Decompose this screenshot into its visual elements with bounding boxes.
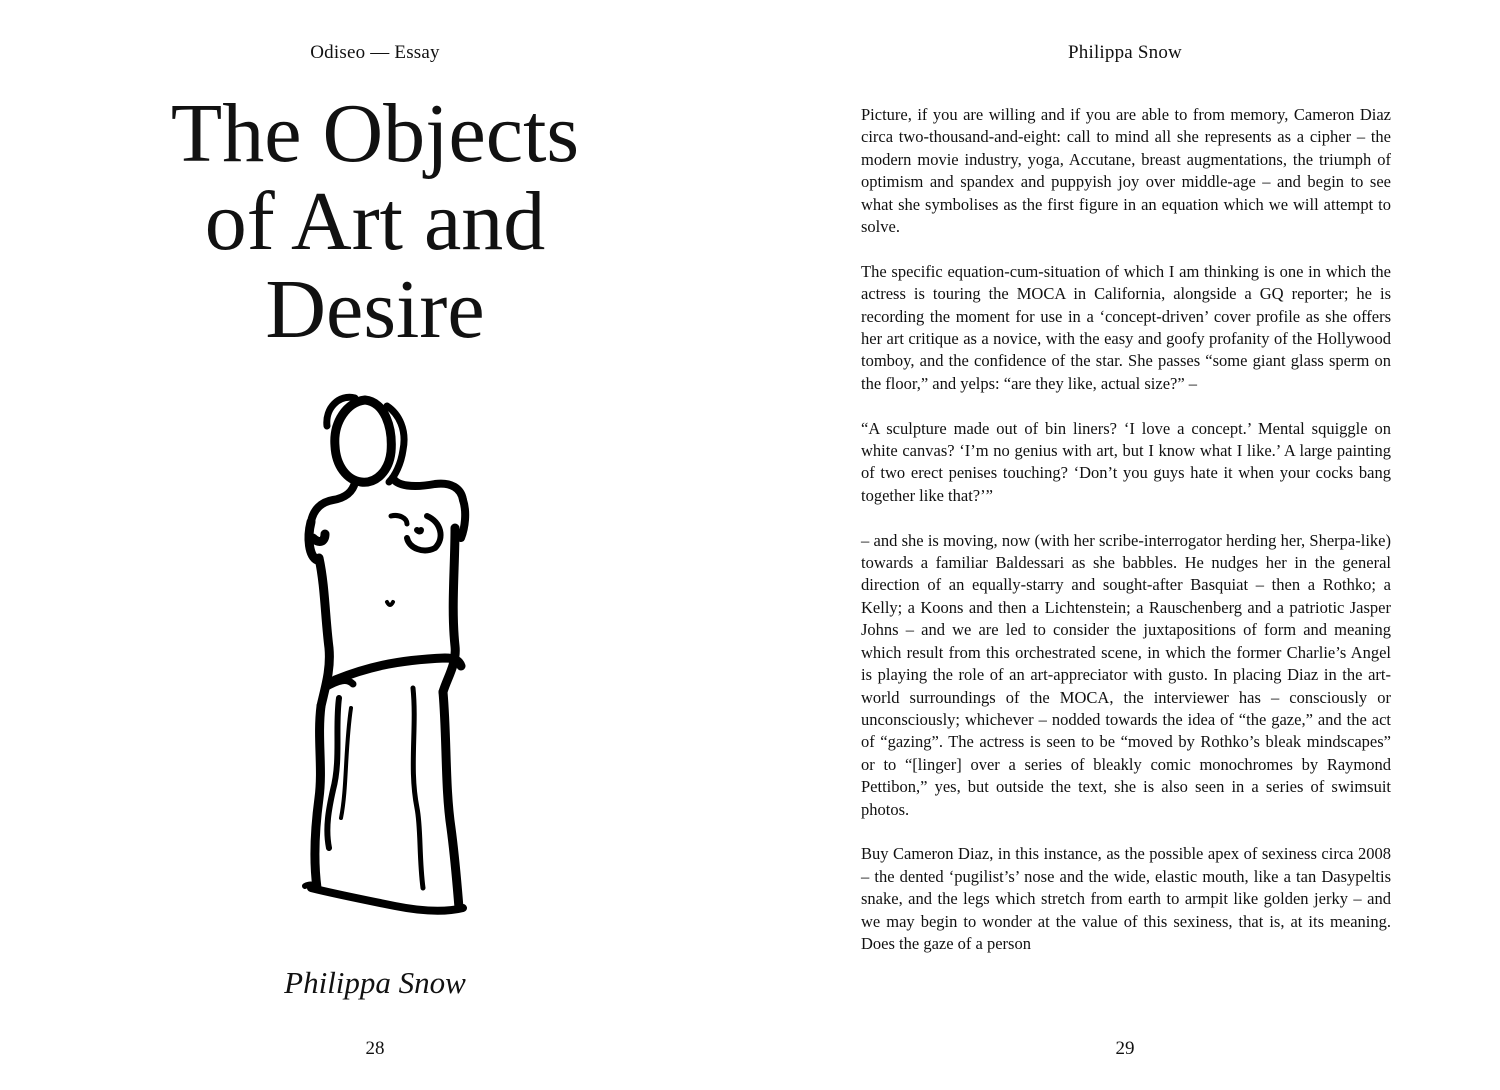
paragraph: The specific equation-cum-situation of which I am thinking is one in which the actress is touring the MOCA in California, alongside a GQ reporter; he is recording the moment for use in a ‘concept-driven’ cover profile as she offers her art critique as a novice, with the easy and goofy profanity of the Hollywood tomboy, and the confidence of the star. She passes “some giant glass sperm on the floor,” and yelps: “are they like, actual size?” – [861, 261, 1391, 393]
essay-title [0, 87, 750, 356]
essay-body [861, 104, 1391, 955]
page-number-right: 29 [1115, 1038, 1135, 1059]
page-number-left: 28 [365, 1038, 385, 1059]
paragraph: – and she is moving, now (with her scribe-interrogator herding her, Sherpa-like) towards a familiar Baldessari as she babbles. He nudges her in the general direction of an equally-starry and sought-after Basquiat – then a Rothko; a Kelly; a Koons and then a Lichtenstein; a Rauschenberg and a patriotic Jasper Johns – and we are led to consider the juxtapositions of form and meaning which result from this orchestrated scene, in which the former Charlie’s Angel is playing the role of an art-appreciator with gusto. In placing Diaz in the art-world surroundings of the MOCA, the interviewer has – consciously or unconsciously; whichever – nodded towards the idea of “the gaze,” and the act of “gazing”. The actress is seen to be “moved by Rothko’s bleak mindscapes” or to “[linger] over a series of bleakly comic monochromes by Raymond Pettibon,” yes, but outside the text, she is also seen in a series of swimsuit photos. [861, 530, 1391, 819]
title-line-2: of Art and [204, 175, 546, 268]
title-line-1: The Objects [170, 87, 580, 180]
title-line-3: Desire [265, 263, 485, 356]
running-head-right: Philippa Snow [1068, 42, 1182, 63]
paragraph: Buy Cameron Diaz, in this instance, as the possible apex of sexiness circa 2008 – the dented ‘pugilist’s’ nose and the wide, elastic mouth, like a tan Dasypeltis snake, and the legs which stretch from earth to armpit like golden jerky – and we may begin to wonder at the value of this sexiness, that is, at its meaning. Does the gaze of a person [861, 844, 1391, 953]
author-byline: Philippa Snow [284, 965, 466, 1000]
right-page [750, 0, 1500, 1090]
paragraph: “A sculpture made out of bin liners? ‘I love a concept.’ Mental squiggle on white canvas? ‘I’m no genius with art, but I know what I like.’ A large painting of two erect penises touching? ‘Don’t you guys hate it when your cocks bang together like that?’” [861, 418, 1391, 505]
venus-statue-ink-drawing-icon [295, 388, 485, 923]
running-head-left: Odiseo — Essay [310, 42, 440, 63]
paragraph: Picture, if you are willing and if you are able to from memory, Cameron Diaz circa two-thousand-and-eight: call to mind all she represents as a cipher – the modern movie industry, yoga, Accutane, breast augmentations, the triumph of optimism and spandex and puppyish joy over middle-age – and begin to see what she symbolises as the first figure in an equation which we will attempt to solve. [861, 105, 1391, 237]
